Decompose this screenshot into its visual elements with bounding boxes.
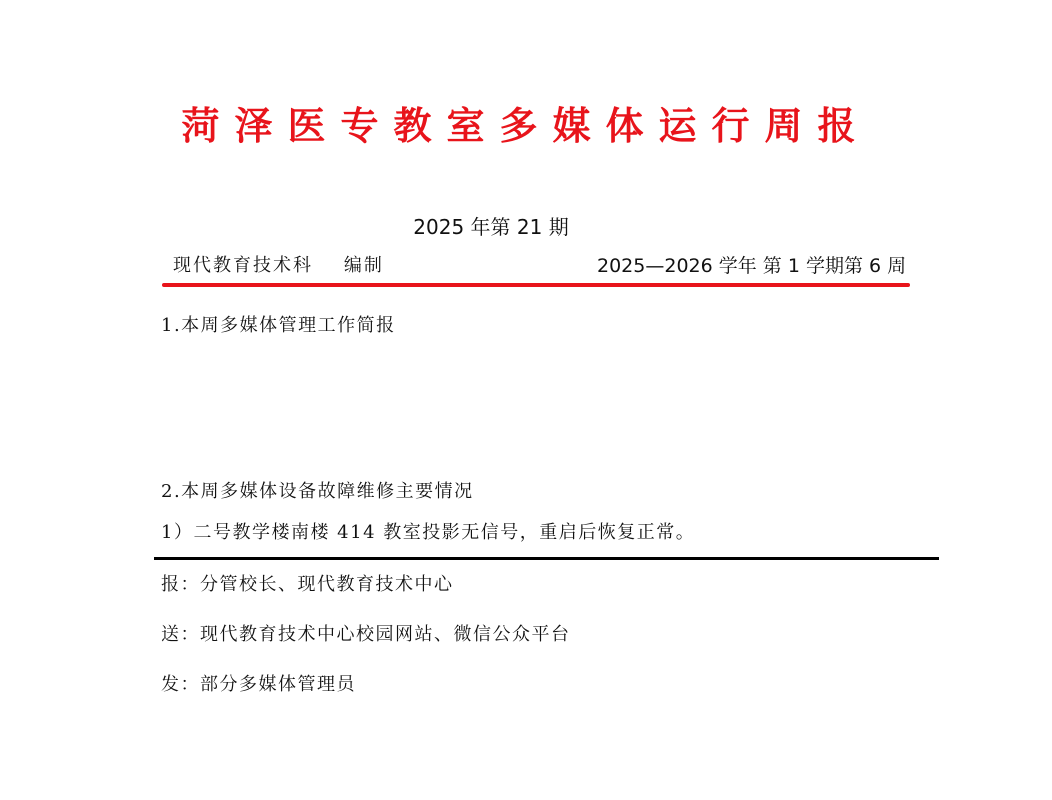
repairs-heading: 2.本周多媒体设备故障维修主要情况 bbox=[161, 481, 474, 502]
header-divider-red bbox=[162, 283, 910, 287]
compiler-line: 现代教育技术科 编制 bbox=[173, 255, 384, 276]
repair-item: 1）二号教学楼南楼 414 教室投影无信号，重启后恢复正常。 bbox=[161, 522, 696, 543]
academic-term: 2025—2026 学年 第 1 学期第 6 周 bbox=[597, 255, 907, 277]
issue-to-line: 发：部分多媒体管理员 bbox=[161, 674, 356, 695]
report-to-line: 报：分管校长、现代教育技术中心 bbox=[161, 574, 454, 595]
send-to-line: 送：现代教育技术中心校园网站、微信公众平台 bbox=[161, 624, 571, 645]
summary-heading: 1.本周多媒体管理工作简报 bbox=[161, 315, 396, 336]
report-title: 菏泽医专教室多媒体运行周报 bbox=[181, 104, 871, 148]
issue-number: 2025 年第 21 期 bbox=[413, 215, 569, 239]
distribution-divider bbox=[154, 557, 939, 560]
